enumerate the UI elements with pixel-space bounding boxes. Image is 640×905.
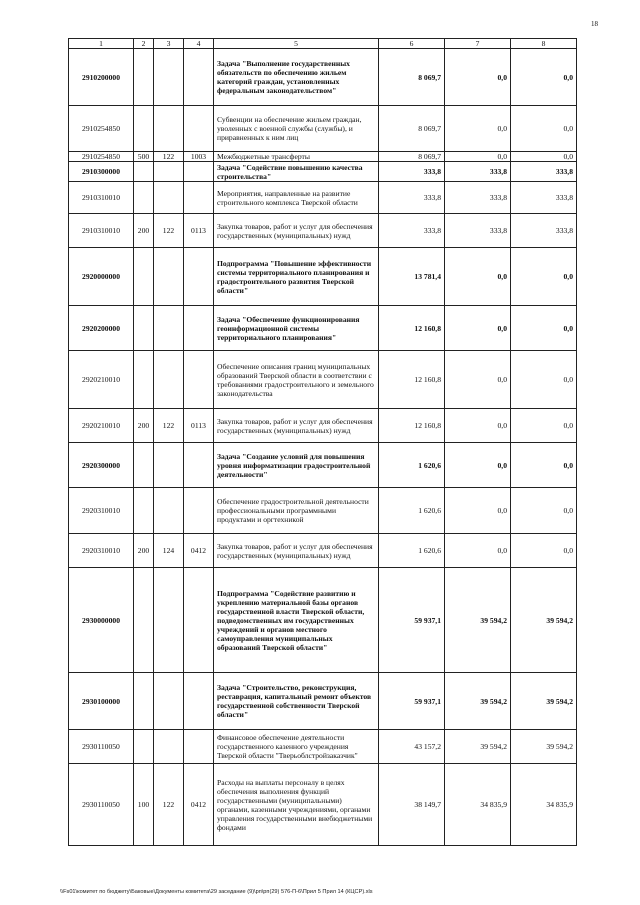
cell-c2: 200 xyxy=(134,534,154,568)
cell-c3 xyxy=(154,248,184,306)
cell-c4: 0412 xyxy=(184,534,214,568)
cell-v8: 39 594,2 xyxy=(511,568,577,673)
page-number: 18 xyxy=(591,20,598,28)
table-row xyxy=(69,49,577,106)
column-header: 7 xyxy=(445,39,511,49)
cell-c2 xyxy=(134,248,154,306)
table-row xyxy=(69,162,577,182)
cell-v7: 0,0 xyxy=(445,443,511,488)
cell-c3: 122 xyxy=(154,152,184,162)
cell-code: 2930000000 xyxy=(69,568,134,673)
cell-v8: 0,0 xyxy=(511,409,577,443)
cell-v6: 43 157,2 xyxy=(379,730,445,764)
cell-desc: Задача "Строительство, реконструкция, реставрация, капитальный ремонт объектов государственной собственности Тверской области" xyxy=(214,673,379,730)
column-header: 8 xyxy=(511,39,577,49)
cell-v7: 0,0 xyxy=(445,248,511,306)
cell-v8: 0,0 xyxy=(511,152,577,162)
cell-code: 2930100000 xyxy=(69,673,134,730)
cell-c3 xyxy=(154,568,184,673)
cell-v8: 0,0 xyxy=(511,351,577,409)
cell-v7: 0,0 xyxy=(445,152,511,162)
cell-code: 2920300000 xyxy=(69,443,134,488)
file-path-footer: \\Fs01\комитет по бюджету\Баковые\Документы комитета\29 заседание (9)\рп\рп(29) 576-П-6\Прил 5 Прил 14 (КЦСР).xls xyxy=(60,889,373,895)
cell-v6: 12 160,8 xyxy=(379,306,445,351)
cell-desc: Задача "Выполнение государственных обязательств по обеспечению жильем категорий граждан, установленных федеральным законодательством" xyxy=(214,49,379,106)
cell-desc: Межбюджетные трансферты xyxy=(214,152,379,162)
cell-v6: 333,8 xyxy=(379,214,445,248)
cell-v8: 39 594,2 xyxy=(511,673,577,730)
cell-desc: Подпрограмма "Повышение эффективности системы территориального планирования и градостроительного развития Тверской области" xyxy=(214,248,379,306)
cell-v6: 38 149,7 xyxy=(379,764,445,846)
cell-c4 xyxy=(184,248,214,306)
cell-v6: 1 620,6 xyxy=(379,534,445,568)
cell-code: 2920310010 xyxy=(69,488,134,534)
cell-v7: 333,8 xyxy=(445,182,511,214)
cell-c4: 0412 xyxy=(184,764,214,846)
cell-v6: 1 620,6 xyxy=(379,488,445,534)
column-header: 6 xyxy=(379,39,445,49)
cell-v8: 333,8 xyxy=(511,162,577,182)
cell-c3 xyxy=(154,49,184,106)
column-header: 5 xyxy=(214,39,379,49)
cell-desc: Обеспечение градостроительной деятельности профессиональными программными продуктами и оргтехникой xyxy=(214,488,379,534)
cell-c2: 200 xyxy=(134,214,154,248)
cell-c4 xyxy=(184,488,214,534)
table-row xyxy=(69,673,577,730)
cell-v8: 333,8 xyxy=(511,182,577,214)
cell-v8: 0,0 xyxy=(511,248,577,306)
cell-v8: 0,0 xyxy=(511,443,577,488)
cell-desc: Финансовое обеспечение деятельности государственного казенного учреждения Тверской области "Тверьоблстройзаказчик" xyxy=(214,730,379,764)
table-row xyxy=(69,106,577,152)
table-row xyxy=(69,730,577,764)
cell-v8: 0,0 xyxy=(511,49,577,106)
cell-c4 xyxy=(184,673,214,730)
cell-v8: 39 594,2 xyxy=(511,730,577,764)
cell-c4: 0113 xyxy=(184,409,214,443)
cell-desc: Задача "Содействие повышению качества строительства" xyxy=(214,162,379,182)
cell-c3 xyxy=(154,730,184,764)
cell-c2 xyxy=(134,106,154,152)
cell-c3: 122 xyxy=(154,764,184,846)
cell-v6: 12 160,8 xyxy=(379,409,445,443)
cell-desc: Закупка товаров, работ и услуг для обеспечения государственных (муниципальных) нужд xyxy=(214,214,379,248)
table-row xyxy=(69,443,577,488)
cell-v7: 0,0 xyxy=(445,409,511,443)
cell-v6: 1 620,6 xyxy=(379,443,445,488)
cell-c2 xyxy=(134,730,154,764)
cell-v7: 0,0 xyxy=(445,534,511,568)
cell-code: 2930110050 xyxy=(69,764,134,846)
cell-v6: 8 069,7 xyxy=(379,106,445,152)
table-row xyxy=(69,488,577,534)
cell-v8: 0,0 xyxy=(511,106,577,152)
cell-v6: 13 781,4 xyxy=(379,248,445,306)
cell-v7: 333,8 xyxy=(445,214,511,248)
table-row xyxy=(69,152,577,162)
table-row xyxy=(69,764,577,846)
cell-c4 xyxy=(184,443,214,488)
cell-c2: 100 xyxy=(134,764,154,846)
table-row xyxy=(69,534,577,568)
cell-v8: 333,8 xyxy=(511,214,577,248)
cell-v6: 8 069,7 xyxy=(379,49,445,106)
cell-v7: 34 835,9 xyxy=(445,764,511,846)
cell-v7: 0,0 xyxy=(445,49,511,106)
cell-code: 2910310010 xyxy=(69,214,134,248)
cell-c2 xyxy=(134,443,154,488)
cell-desc: Расходы на выплаты персоналу в целях обеспечения выполнения функций государственными (муниципальными) органами, казенными учреждениями, органами управления государственными внебюджетными фондами xyxy=(214,764,379,846)
cell-c3 xyxy=(154,306,184,351)
cell-desc: Задача "Создание условий для повышения уровня информатизации градостроительной деятельности" xyxy=(214,443,379,488)
cell-v7: 39 594,2 xyxy=(445,568,511,673)
cell-code: 2920200000 xyxy=(69,306,134,351)
cell-c4 xyxy=(184,730,214,764)
cell-c3 xyxy=(154,488,184,534)
cell-desc: Обеспечение описания границ муниципальных образований Тверской области в соответствии с требованиями градостроительного и земельного законодательства xyxy=(214,351,379,409)
cell-c3: 122 xyxy=(154,214,184,248)
cell-code: 2920210010 xyxy=(69,351,134,409)
cell-v6: 59 937,1 xyxy=(379,568,445,673)
header-row xyxy=(69,39,577,49)
cell-v6: 8 069,7 xyxy=(379,152,445,162)
table-row xyxy=(69,248,577,306)
cell-c4 xyxy=(184,568,214,673)
column-header: 3 xyxy=(154,39,184,49)
cell-desc: Закупка товаров, работ и услуг для обеспечения государственных (муниципальных) нужд xyxy=(214,409,379,443)
cell-desc: Закупка товаров, работ и услуг для обеспечения государственных (муниципальных) нужд xyxy=(214,534,379,568)
cell-v6: 12 160,8 xyxy=(379,351,445,409)
cell-v8: 0,0 xyxy=(511,534,577,568)
cell-v6: 333,8 xyxy=(379,182,445,214)
cell-c3 xyxy=(154,351,184,409)
cell-v6: 333,8 xyxy=(379,162,445,182)
cell-c4 xyxy=(184,49,214,106)
cell-v7: 0,0 xyxy=(445,106,511,152)
cell-code: 2910300000 xyxy=(69,162,134,182)
cell-c2 xyxy=(134,488,154,534)
cell-code: 2920000000 xyxy=(69,248,134,306)
cell-c3 xyxy=(154,182,184,214)
cell-code: 2920210010 xyxy=(69,409,134,443)
table-row xyxy=(69,409,577,443)
table-body xyxy=(69,39,577,846)
cell-v7: 0,0 xyxy=(445,351,511,409)
cell-c2 xyxy=(134,162,154,182)
cell-c4 xyxy=(184,106,214,152)
table-row xyxy=(69,182,577,214)
cell-c3: 122 xyxy=(154,409,184,443)
cell-code: 2920310010 xyxy=(69,534,134,568)
cell-c2 xyxy=(134,306,154,351)
cell-desc: Мероприятия, направленные на развитие строительного комплекса Тверской области xyxy=(214,182,379,214)
cell-v8: 0,0 xyxy=(511,488,577,534)
cell-code: 2910200000 xyxy=(69,49,134,106)
cell-c2 xyxy=(134,568,154,673)
cell-c4: 0113 xyxy=(184,214,214,248)
cell-v6: 59 937,1 xyxy=(379,673,445,730)
cell-v8: 34 835,9 xyxy=(511,764,577,846)
cell-c3 xyxy=(154,162,184,182)
cell-c3 xyxy=(154,106,184,152)
cell-v7: 333,8 xyxy=(445,162,511,182)
cell-c4 xyxy=(184,162,214,182)
cell-c4: 1003 xyxy=(184,152,214,162)
cell-c3 xyxy=(154,673,184,730)
cell-v7: 0,0 xyxy=(445,306,511,351)
cell-c4 xyxy=(184,306,214,351)
cell-c2: 500 xyxy=(134,152,154,162)
cell-c2 xyxy=(134,49,154,106)
cell-desc: Субвенции на обеспечение жильем граждан, уволенных с военной службы (службы), и приравненных к ним лиц xyxy=(214,106,379,152)
cell-c3 xyxy=(154,443,184,488)
cell-c3: 124 xyxy=(154,534,184,568)
column-header: 4 xyxy=(184,39,214,49)
column-header: 2 xyxy=(134,39,154,49)
cell-c4 xyxy=(184,182,214,214)
table-row xyxy=(69,214,577,248)
cell-v7: 0,0 xyxy=(445,488,511,534)
cell-desc: Задача "Обеспечение функционирования геоинформационной системы территориального планирования" xyxy=(214,306,379,351)
cell-v8: 0,0 xyxy=(511,306,577,351)
cell-code: 2910254850 xyxy=(69,152,134,162)
cell-c2 xyxy=(134,673,154,730)
cell-v7: 39 594,2 xyxy=(445,673,511,730)
cell-code: 2910254850 xyxy=(69,106,134,152)
cell-v7: 39 594,2 xyxy=(445,730,511,764)
column-header: 1 xyxy=(69,39,134,49)
cell-desc: Подпрограмма "Содействие развитию и укреплению материальной базы органов государственной власти Тверской области, подведомственных им государственных учреждений и органов местного самоуправления муниципальных образований Тверской области" xyxy=(214,568,379,673)
cell-c2 xyxy=(134,182,154,214)
cell-c4 xyxy=(184,351,214,409)
budget-table xyxy=(68,38,577,846)
table-row xyxy=(69,306,577,351)
cell-c2: 200 xyxy=(134,409,154,443)
cell-code: 2930110050 xyxy=(69,730,134,764)
cell-code: 2910310010 xyxy=(69,182,134,214)
table-row xyxy=(69,568,577,673)
cell-c2 xyxy=(134,351,154,409)
table-row xyxy=(69,351,577,409)
